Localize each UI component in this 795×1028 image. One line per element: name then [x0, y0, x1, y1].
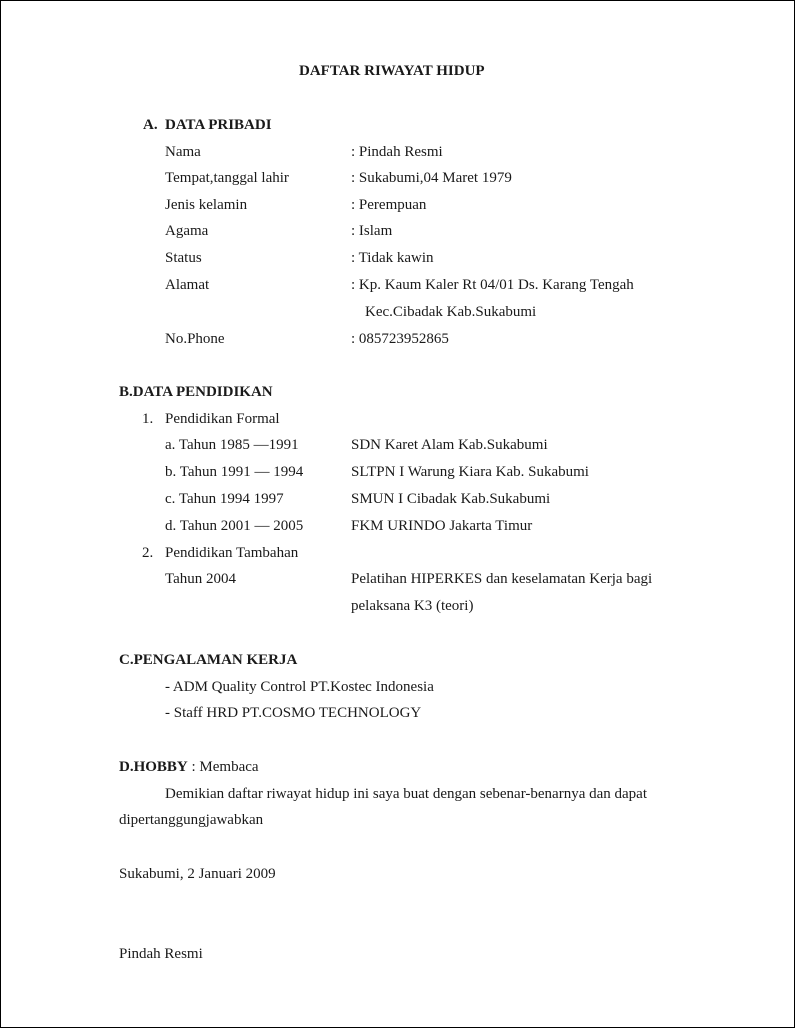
closing-statement-line2: dipertanggungjawabkan: [119, 812, 264, 828]
education-period: b. Tahun 1991 — 1994: [165, 464, 304, 480]
field-label-phone: No.Phone: [165, 331, 225, 347]
education-period: a. Tahun 1985 —1991: [165, 437, 299, 453]
field-label-agama: Agama: [165, 223, 209, 239]
work-experience-item: - ADM Quality Control PT.Kostec Indonesia: [165, 679, 434, 695]
education-period: d. Tahun 2001 — 2005: [165, 518, 304, 534]
education-school: FKM URINDO Jakarta Timur: [351, 518, 533, 534]
signature-name: Pindah Resmi: [119, 946, 203, 962]
education-school: SMUN I Cibadak Kab.Sukabumi: [351, 491, 551, 507]
section-a-number: A.: [143, 117, 158, 133]
education-school: SDN Karet Alam Kab.Sukabumi: [351, 437, 548, 453]
hobby-value: : Membaca: [187, 759, 259, 775]
field-value-phone: : 085723952865: [351, 331, 449, 347]
field-value-nama: : Pindah Resmi: [351, 144, 443, 160]
document-title: DAFTAR RIWAYAT HIDUP: [299, 63, 485, 79]
tambahan-label: Pendidikan Tambahan: [165, 545, 299, 561]
section-b-heading: B.DATA PENDIDIKAN: [119, 384, 273, 400]
field-label-status: Status: [165, 250, 202, 266]
section-c-heading: C.PENGALAMAN KERJA: [119, 652, 298, 668]
formal-number: 1.: [142, 411, 154, 427]
work-experience-item: - Staff HRD PT.COSMO TECHNOLOGY: [165, 705, 422, 721]
field-label-ttl: Tempat,tanggal lahir: [165, 170, 289, 186]
closing-statement-line1: Demikian daftar riwayat hidup ini saya buat dengan sebenar-benarnya dan dapat: [165, 786, 648, 802]
section-d-heading: D.HOBBY: [119, 759, 188, 775]
education-period: c. Tahun 1994 1997: [165, 491, 284, 507]
field-label-nama: Nama: [165, 144, 201, 160]
field-value-jenis-kelamin: : Perempuan: [351, 197, 427, 213]
field-value-agama: : Islam: [351, 223, 393, 239]
tambahan-desc-line1: Pelatihan HIPERKES dan keselamatan Kerja bagi: [351, 571, 653, 587]
tambahan-number: 2.: [142, 545, 154, 561]
formal-label: Pendidikan Formal: [165, 411, 280, 427]
section-a-heading: DATA PRIBADI: [165, 117, 272, 133]
field-value-alamat-line2: Kec.Cibadak Kab.Sukabumi: [365, 304, 537, 320]
field-value-ttl: : Sukabumi,04 Maret 1979: [351, 170, 512, 186]
section-d-line: [119, 758, 259, 776]
field-value-status: : Tidak kawin: [351, 250, 434, 266]
place-date: Sukabumi, 2 Januari 2009: [119, 866, 276, 882]
tambahan-year: Tahun 2004: [165, 571, 237, 587]
field-label-jenis-kelamin: Jenis kelamin: [165, 197, 248, 213]
tambahan-desc-line2: pelaksana K3 (teori): [351, 598, 474, 614]
field-value-alamat: : Kp. Kaum Kaler Rt 04/01 Ds. Karang Tengah: [351, 277, 634, 293]
education-school: SLTPN I Warung Kiara Kab. Sukabumi: [351, 464, 589, 480]
field-label-alamat: Alamat: [165, 277, 210, 293]
